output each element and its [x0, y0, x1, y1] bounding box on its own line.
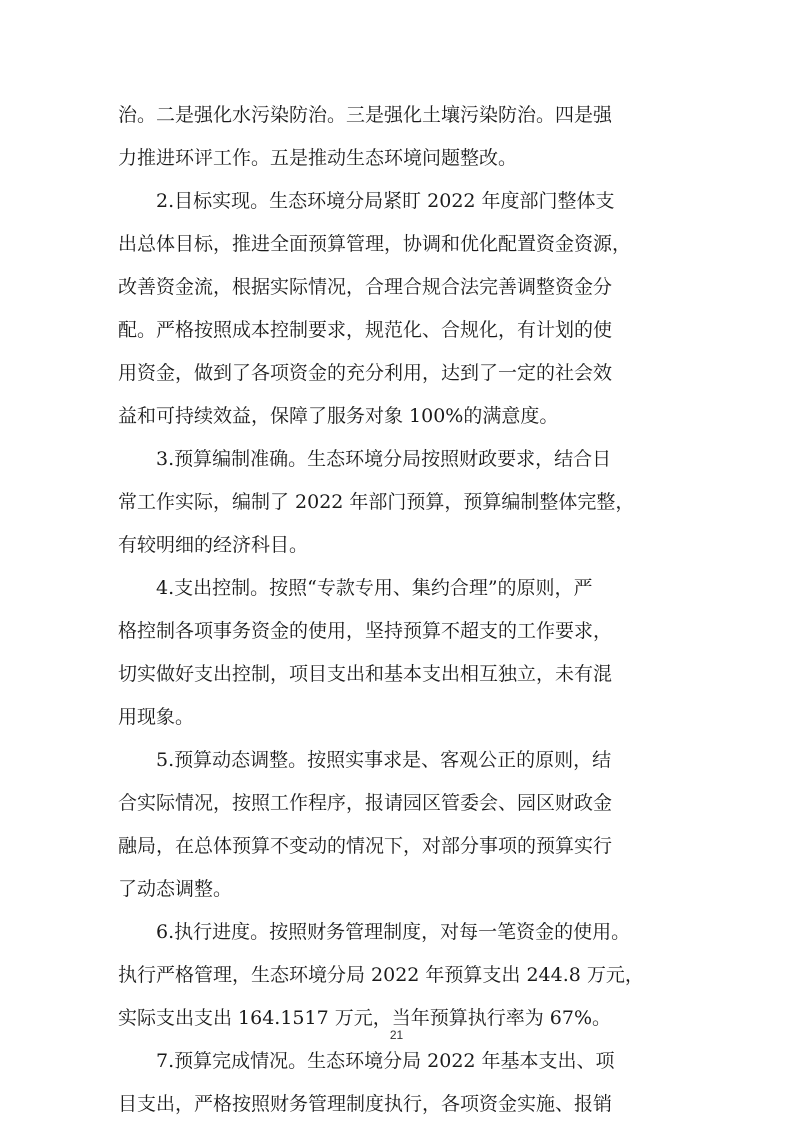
paragraph-start-line: 2.目标实现。生态环境分局紧盯 2022 年度部门整体支: [156, 190, 615, 212]
text-line: 力推进环评工作。五是推动生态环境问题整改。: [118, 147, 518, 169]
body-text: [118, 94, 684, 1126]
text-line: 配。严格按照成本控制要求，规范化、合规化，有计划的使: [118, 319, 613, 341]
text-line: 有较明细的经济科目。: [118, 534, 309, 556]
text-line: 切实做好支出控制，项目支出和基本支出相互独立，未有混: [118, 663, 613, 685]
paragraph-start-line: 4.支出控制。按照“专款专用、集约合理”的原则，严: [156, 577, 593, 599]
text-line: 合实际情况，按照工作程序，报请园区管委会、园区财政金: [118, 792, 613, 814]
paragraph-start-line: 5.预算动态调整。按照实事求是、客观公正的原则，结: [156, 749, 612, 771]
paragraph-start-line: 6.执行进度。按照财务管理制度，对每一笔资金的使用。: [156, 921, 631, 943]
text-line: 益和可持续效益，保障了服务对象 100%的满意度。: [118, 405, 559, 427]
text-line: 执行严格管理，生态环境分局 2022 年预算支出 244.8 万元，: [118, 964, 644, 986]
text-line: 常工作实际，编制了 2022 年部门预算，预算编制整体完整，: [118, 491, 635, 513]
text-line: 治。二是强化水污染防治。三是强化土壤污染防治。四是强: [118, 104, 613, 126]
text-line: 用现象。: [118, 706, 195, 728]
text-line: 目支出，严格按照财务管理制度执行，各项资金实施、报销: [118, 1093, 613, 1115]
text-line: 改善资金流，根据实际情况，合理合规合法完善调整资金分: [118, 276, 613, 298]
text-line: 格控制各项事务资金的使用，坚持预算不超支的工作要求，: [118, 620, 613, 642]
text-line: 用资金，做到了各项资金的充分利用，达到了一定的社会效: [118, 362, 613, 384]
page-number: 21: [389, 1028, 404, 1042]
paragraph-start-line: 7.预算完成情况。生态环境分局 2022 年基本支出、项: [156, 1050, 615, 1072]
text-line: 融局，在总体预算不变动的情况下，对部分事项的预算实行: [118, 835, 613, 857]
text-line: 了动态调整。: [118, 878, 233, 900]
text-line: 实际支出支出 164.1517 万元，当年预算执行率为 67%。: [118, 1007, 612, 1029]
text-line: 出总体目标，推进全面预算管理，协调和优化配置资金资源，: [118, 233, 632, 255]
paragraph-start-line: 3.预算编制准确。生态环境分局按照财政要求，结合日: [156, 448, 612, 470]
